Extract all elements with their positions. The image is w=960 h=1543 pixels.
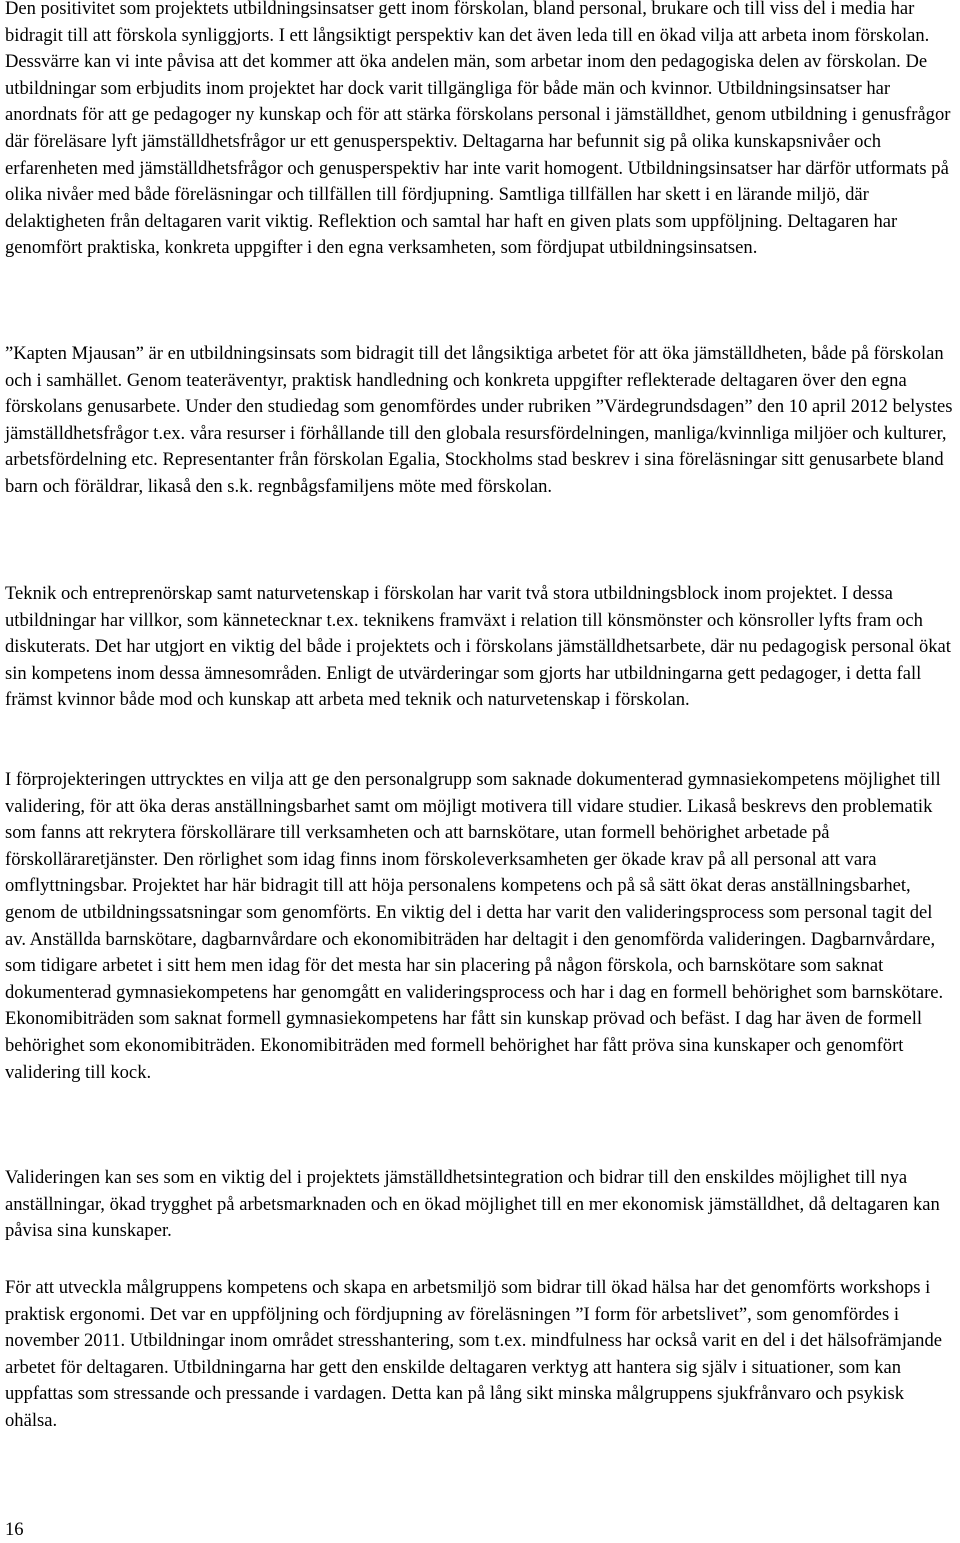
body-paragraph: I förprojekteringen uttrycktes en vilja att ge den personalgrupp som saknade dokumenterad gymnasiekompetens möjlighet till validering, för att öka deras anställningsbarhet samt om möjligt motivera till vidare studier. Likaså beskrevs den problematik som fanns att rekrytera förskollärare till verksamheten och att barnskötare, utan formell behörighet arbetade på förskolläraretjänster. Den rörlighet som idag finns inom förskoleverksamheten ger ökade krav på all personal att vara omflyttningsbar. Projektet har här bidragit till att höja personalens kompetens och på så sätt ökat deras anställningsbarhet, genom de utbildningssatsningar som genomförts. En viktig del i detta har varit den valideringsprocess som personal tagit del av. Anställda barnskötare, dagbarnvårdare och ekonomibiträden har deltagit i den genomförda valideringen. Dagbarnvårdare, som tidigare arbetet i sitt hem men idag för det mesta har sin placering på någon förskola, och barnskötare som saknat dokumenterad gymnasiekompetens har genomgått en valideringsprocess och har i dag en formell behörighet som barnskötare. Ekonomibiträden som saknat formell gymnasiekompetens har fått sin kunskap prövad och befäst. I dag har även de formell behörighet som ekonomibiträden. Ekonomibiträden med formell behörighet har fått pröva sina kunskaper och genomfört validering till kock. [5, 769, 944, 1083]
body-paragraph: Valideringen kan ses som en viktig del i projektets jämställdhetsintegration och bidrar till den enskildes möjlighet till nya anställningar, ökad trygghet på arbetsmarknaden och en ökad möjlighet till en mer ekonomisk jämställdhet, då deltagaren kan påvisa sina kunskaper. [5, 1167, 940, 1242]
body-paragraph: Den positivitet som projektets utbildningsinsatser gett inom förskolan, bland personal, brukare och till viss del i media har bidragit till att förskola synliggjorts. I ett långsiktigt perspektiv kan det även leda till en ökad vilja att arbeta inom förskolan. Dessvärre kan vi inte påvisa att det kommer att öka andelen män, som arbetar inom den pedagogiska delen av förskolan. De utbildningar som erbjudits inom projektet har dock varit tillgängliga för både män och kvinnor. Utbildningsinsatser har anordnats för att ge pedagoger ny kunskap och för att stärka förskolans personal i jämställdhet, genom utbildning i genusfrågor där föreläsare lyft jämställdhetsfrågor ur ett genusperspektiv. Deltagarna har befunnit sig på olika kunskapsnivåer och erfarenheten med jämställdhetsfrågor och genusperspektiv har inte varit homogent. Utbildningsinsatser har därför utformats på olika nivåer med både föreläsningar och tillfällen till fördjupning. Samtliga tillfällen har skett i en lärande miljö, där delaktigheten från deltagaren varit viktig. Reflektion och samtal har haft en given plats som uppföljning. Deltagaren har genomfört praktiska, konkreta uppgifter i den egna verksamheten, som fördjupat utbildningsinsatsen. [5, 0, 951, 259]
body-paragraph: För att utveckla målgruppens kompetens och skapa en arbetsmiljö som bidrar till ökad hälsa har det genomförts workshops i praktisk ergonomi. Det var en uppföljning och fördjupning av föreläsningen ”I form för arbetslivet”, som genomfördes i november 2011. Utbildningar inom området stresshantering, som t.ex. mindfulness har också varit en del i det hälsofrämjande arbetet för deltagaren. Utbildningarna har gett den enskilde deltagaren verktyg att hantera sig själv i situationer, som kan uppfattas som stressande och pressande i vardagen. Detta kan på lång sikt minska målgruppens sjukfrånvaro och psykisk ohälsa. [5, 1277, 943, 1431]
body-paragraph: ”Kapten Mjausan” är en utbildningsinsats som bidragit till det långsiktiga arbetet för att öka jämställdheten, både på förskolan och i samhället. Genom teateräventyr, praktisk handledning och konkreta uppgifter reflekterade deltagaren över den egna förskolans genusarbete. Under den studiedag som genomfördes under rubriken ”Värdegrundsdagen” den 10 april 2012 belystes jämställdhetsfrågor t.ex. våra resurser i förhållande till den globala resursfördelningen, manliga/kvinnliga miljöer och kulturer, arbetsfördelning etc. Representanter från förskolan Egalia, Stockholms stad beskrev i sina föreläsningar sitt genusarbete bland barn och föräldrar, likaså den s.k. regnbågsfamiljens möte med förskolan. [5, 343, 953, 497]
page-number: 16 [5, 1519, 24, 1540]
body-paragraph: Teknik och entreprenörskap samt naturvetenskap i förskolan har varit två stora utbildningsblock inom projektet. I dessa utbildningar har villkor, som kännetecknar t.ex. teknikens framväxt i relation till könsmönster och könsroller lyfts fram och diskuterats. Det har utgjort en viktig del både i projektets och i förskolans jämställdhetsarbete, där nu pedagogisk personal ökat sin kompetens inom dessa ämnesområden. Enligt de utvärderingar som gjorts har utbildningarna gett pedagoger, i detta fall främst kvinnor både mod och kunskap att arbeta med teknik och naturvetenskap i förskolan. [5, 583, 951, 711]
